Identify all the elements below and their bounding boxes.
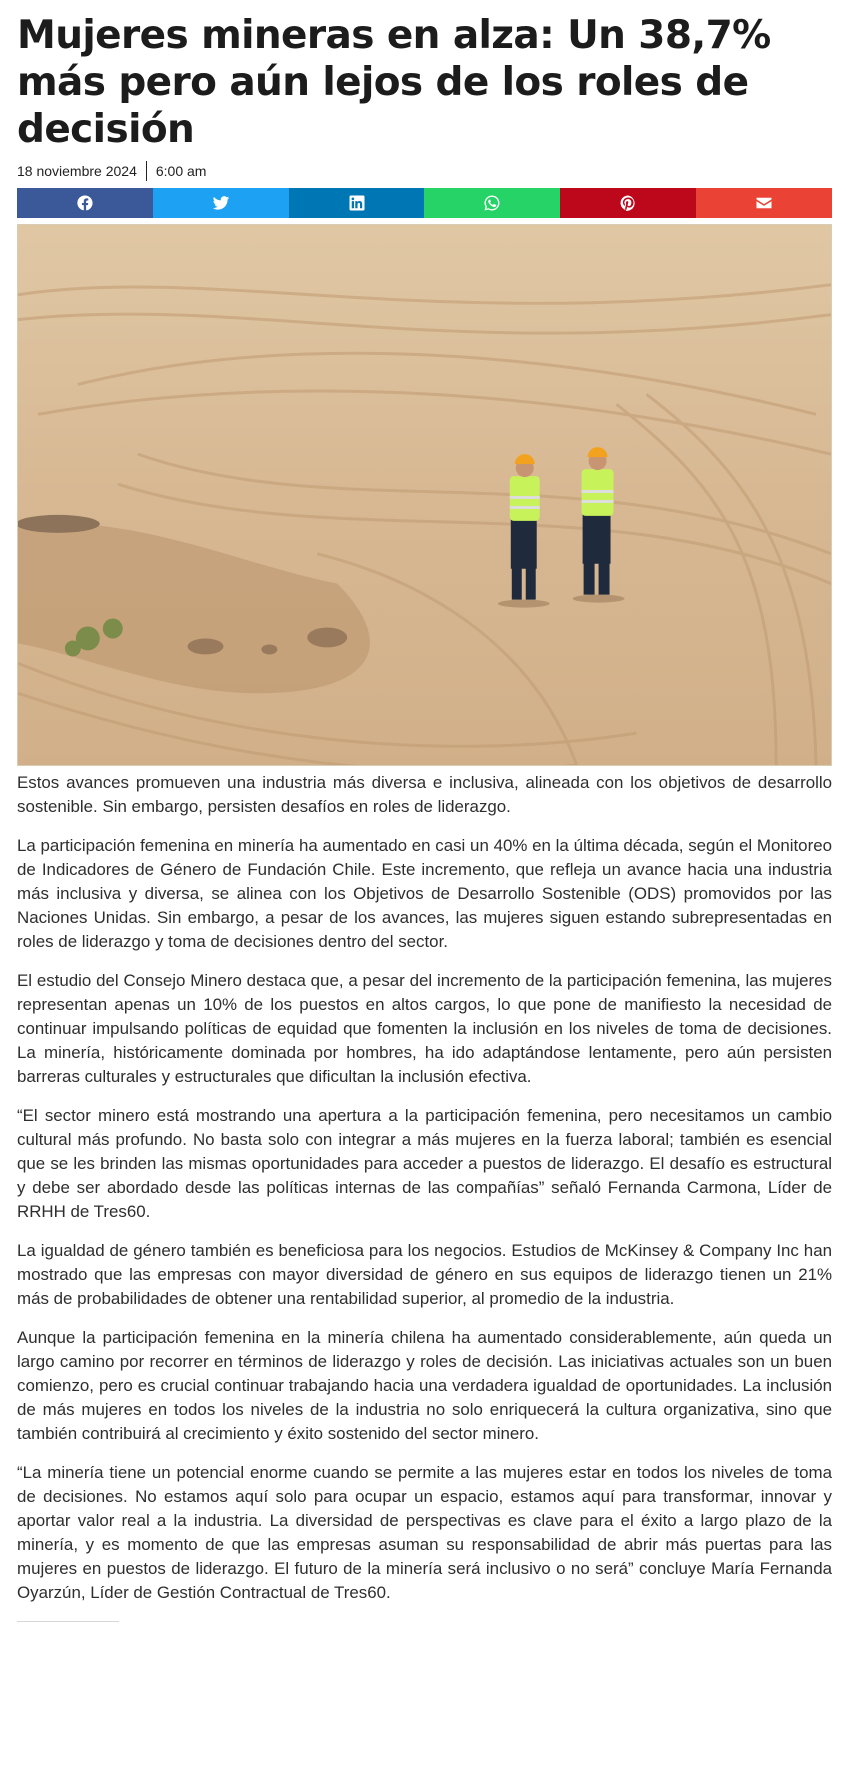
article-title: Mujeres mineras en alza: Un 38,7% más pero aún lejos de los roles de decisión: [17, 13, 771, 152]
share-twitter-button[interactable]: [153, 188, 289, 218]
article-paragraph: “La minería tiene un potencial enorme cuando se permite a las mujeres estar en todos los niveles de toma de decisiones. No estamos aquí solo para ocupar un espacio, estamos aquí para transformar, innovar y aportar valor real a la industria. La diversidad de perspectivas es clave para el éxito a largo plazo de la minería, y es momento de que las empresas asuman su responsabilidad de abrir más puertas para las mujeres en puestos de liderazgo. El futuro de la minería será inclusivo o no será” concluye María Fernanda Oyarzún, Líder de Gestión Contractual de Tres60.: [17, 1463, 832, 1602]
share-bar: [17, 188, 832, 218]
article-paragraph: La igualdad de género también es beneficiosa para los negocios. Estudios de McKinsey & Company Inc han mostrado que las empresas con mayor diversidad de género en sus equipos de liderazgo tienen un 21% más de probabilidades de obtener una rentabilidad superior, al promedio de la industria.: [17, 1241, 832, 1308]
article-body: [17, 771, 832, 1605]
share-whatsapp-button[interactable]: [424, 188, 560, 218]
facebook-icon: [76, 194, 94, 212]
article-end-divider: [17, 1621, 119, 1622]
article-paragraph: El estudio del Consejo Minero destaca que, a pesar del incremento de la participación femenina, las mujeres representan apenas un 10% de los puestos en altos cargos, lo que pone de manifiesto la necesidad de continuar impulsando políticas de equidad que fomenten la inclusión en los niveles de toma de decisiones. La minería, históricamente dominada por hombres, ha ido adaptándose lentamente, pero aún persisten barreras culturales y estructurales que dificultan la inclusión efectiva.: [17, 971, 832, 1086]
article-date: 18 noviembre 2024: [17, 163, 137, 179]
pipe-end: [17, 515, 100, 533]
whatsapp-icon: [483, 194, 501, 212]
article-paragraph: “El sector minero está mostrando una apertura a la participación femenina, pero necesitamos un cambio cultural más profundo. No basta solo con integrar a más mujeres en la fuerza laboral; también es esencial que se les brinden las mismas oportunidades para acceder a puestos de liderazgo. El desafío es estructural y debe ser abordado desde las políticas internas de las compañías” señaló Fernanda Carmona, Líder de RRHH de Tres60.: [17, 1106, 832, 1221]
linkedin-icon: [348, 194, 366, 212]
article-paragraph: Estos avances promueven una industria más diversa e inclusiva, alineada con los objetivos de desarrollo sostenible. Sin embargo, persisten desafíos en roles de liderazgo.: [17, 773, 832, 816]
article-meta: [17, 160, 832, 182]
article-paragraph: La participación femenina en minería ha aumentado en casi un 40% en la última década, según el Monitoreo de Indicadores de Género de Fundación Chile. Este incremento, que refleja un avance hacia una industria más inclusiva y diversa, se alinea con los Objetivos de Desarrollo Sostenible (ODS) promovidos por las Naciones Unidas. Sin embargo, a pesar de los avances, las mujeres siguen estando subrepresentadas en roles de liderazgo y toma de decisiones dentro del sector.: [17, 836, 832, 951]
article-time: 6:00 am: [155, 163, 207, 179]
share-facebook-button[interactable]: [17, 188, 153, 218]
share-linkedin-button[interactable]: [289, 188, 425, 218]
email-icon: [755, 194, 773, 212]
share-pinterest-button[interactable]: [560, 188, 696, 218]
hero-image: [17, 224, 832, 766]
pinterest-icon: [619, 194, 637, 212]
article-container: [17, 0, 832, 1622]
article-paragraph: Aunque la participación femenina en la minería chilena ha aumentado considerablemente, aún queda un largo camino por recorrer en términos de liderazgo y roles de decisión. Las iniciativas actuales son un buen comienzo, pero es crucial continuar trabajando hacia una verdadera igualdad de oportunidades. La inclusión de más mujeres en todos los niveles de la industria no solo enriquecerá la cultura organizativa, sino que también contribuirá al crecimiento y éxito sostenido del sector minero.: [17, 1328, 832, 1443]
twitter-icon: [212, 194, 230, 212]
share-email-button[interactable]: [696, 188, 832, 218]
meta-separator: [146, 161, 147, 181]
